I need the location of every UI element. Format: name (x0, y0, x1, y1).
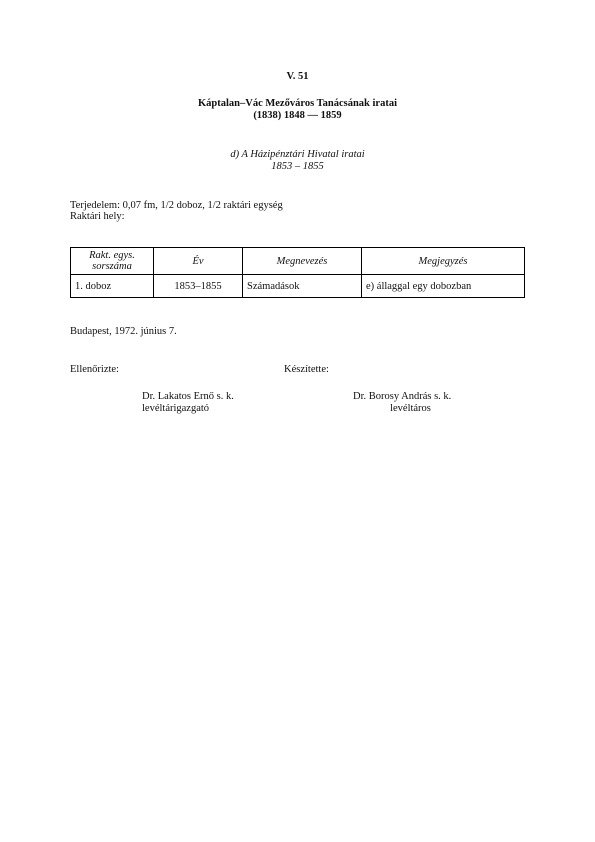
location-line: Raktári hely: (70, 211, 125, 222)
header-unit: Rakt. egys. sorszáma (71, 248, 154, 275)
place-date: Budapest, 1972. június 7. (70, 326, 177, 337)
subsection-title: d) A Házipénztári Hivatal iratai (230, 149, 365, 160)
document-title: Káptalan–Vác Mezőváros Tanácsának iratai (197, 98, 398, 109)
document-title-dates: (1838) 1848 — 1859 (253, 110, 342, 121)
cell-unit: 1. doboz (71, 275, 154, 298)
table-header-row (71, 248, 525, 275)
header-year: Év (154, 248, 243, 275)
prepared-by-label: Készítette: (284, 364, 329, 375)
header-name: Megnevezés (243, 248, 362, 275)
table-row (71, 275, 525, 298)
checked-by-label: Ellenőrizte: (70, 364, 119, 375)
subsection-dates: 1853 – 1855 (271, 161, 324, 172)
cell-name: Számadások (243, 275, 362, 298)
cell-year: 1853–1855 (154, 275, 243, 298)
cell-note: e) állaggal egy dobozban (362, 275, 525, 298)
document-reference: V. 51 (286, 71, 309, 82)
preparer-title: levéltáros (390, 403, 431, 414)
header-note: Megjegyzés (362, 248, 525, 275)
checker-title: levéltárigazgató (142, 403, 210, 414)
extent-line: Terjedelem: 0,07 fm, 1/2 doboz, 1/2 raktári egység (70, 200, 283, 211)
inventory-table (70, 247, 525, 298)
preparer-name: Dr. Borosy András s. k. (353, 391, 452, 402)
checker-name: Dr. Lakatos Ernő s. k. (142, 391, 234, 402)
